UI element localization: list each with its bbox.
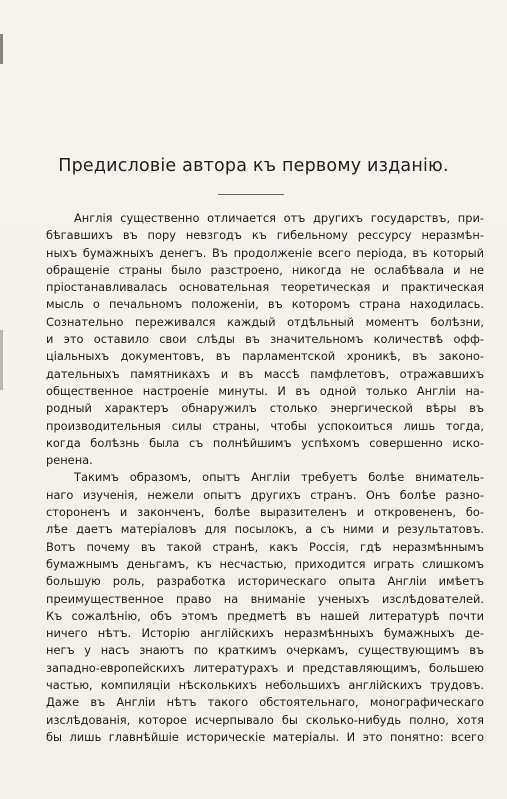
text-line: ціальныхъ документовъ, въ парламентской хроникѣ, въ законо- bbox=[46, 349, 484, 364]
text-line: негъ у насъ знаютъ по краткимъ очеркамъ, существующимъ въ bbox=[46, 643, 484, 658]
text-line: и это оставило свои слѣды въ значительномъ количествѣ офф- bbox=[46, 332, 484, 347]
text-line: изслѣдованія, которое исчерпывало бы сколько-нибудь полно, хотя bbox=[46, 712, 484, 727]
text-line: стороненъ и законченъ, болѣе выразителенъ и откровененъ, бо- bbox=[46, 505, 484, 520]
text-line: общественное настроеніе минуты. И въ одной только Англіи на- bbox=[46, 383, 484, 398]
text-line: Даже въ Англіи нѣтъ такого обстоятельнаго, монографическаго bbox=[46, 695, 484, 710]
text-line: бѣгавшихъ въ пору невзгодъ къ гибельному ресcурсу неразмѣн- bbox=[46, 228, 484, 243]
text-line: большую роль, разработка историческаго опыта Англіи имѣетъ bbox=[46, 574, 484, 589]
text-line: ныхъ бумажныхъ денегъ. Въ продолженіе всего періода, въ который bbox=[46, 245, 484, 260]
text-line: производительныя силы страны, чтобы успокоиться лишь тогда, bbox=[46, 418, 484, 433]
text-line: родный характеръ обнаружилъ столько энергической вѣры въ bbox=[46, 401, 484, 416]
text-line: ренена. bbox=[46, 453, 93, 468]
text-line: наго изученія, нежели опытъ другихъ странъ. Онъ болѣе разно- bbox=[46, 487, 484, 502]
chapter-title: Предисловіе автора къ первому изданію. bbox=[58, 156, 449, 176]
text-line: Сознательно переживался каждый отдѣльный моментъ болѣзни, bbox=[46, 314, 484, 329]
title-divider bbox=[218, 194, 284, 195]
text-line: Къ сожалѣнію, объ этомъ предметѣ въ нашей литературѣ почти bbox=[46, 608, 484, 623]
page-edge-mark bbox=[0, 34, 3, 64]
body-text bbox=[46, 210, 484, 746]
text-line: ничего нѣтъ. Исторію англійскихъ неразмѣнныхъ бумажныхъ де- bbox=[46, 626, 484, 641]
text-line: дательныхъ памятникахъ и въ массѣ памфлетовъ, отражавшихъ bbox=[46, 366, 484, 381]
text-line: Вотъ почему въ такой странѣ, какъ Россія, гдѣ неразмѣннымъ bbox=[46, 539, 484, 554]
text-line: мысль о печальномъ положеніи, въ которомъ страна находилась. bbox=[46, 297, 484, 312]
text-line: бы лишь главнѣйшіе историческіе матеріалы. И это понятно: всего bbox=[46, 729, 484, 744]
text-line: пріостанавливалась основательная теоретическая и практическая bbox=[46, 280, 484, 295]
text-line: Такимъ образомъ, опытъ Англіи требуетъ болѣе вниматель- bbox=[74, 470, 484, 485]
text-line: обращеніе страны было разстроено, никогда не ослабѣвала и не bbox=[46, 262, 484, 277]
text-line: когда болѣзнь была съ полнѣйшимъ успѣхомъ совершенно иско- bbox=[46, 435, 484, 450]
page-edge-mark bbox=[0, 330, 3, 390]
text-line: бумажнымъ деньгамъ, къ несчастью, приходится играть слишкомъ bbox=[46, 556, 484, 571]
text-line: Англія существенно отличается отъ другихъ государствъ, при- bbox=[74, 211, 484, 225]
text-line: частью, компиляціи нѣсколькихъ небольшихъ англійскихъ трудовъ. bbox=[46, 678, 484, 693]
text-line: преимущественное право на вниманіе ученыхъ изслѣдователей. bbox=[46, 591, 484, 606]
text-line: западно-европейскихъ литературахъ и представляющимъ, большею bbox=[46, 660, 484, 675]
text-line: лѣе даетъ матеріаловъ для посылокъ, а съ ними и результатовъ. bbox=[46, 522, 484, 537]
